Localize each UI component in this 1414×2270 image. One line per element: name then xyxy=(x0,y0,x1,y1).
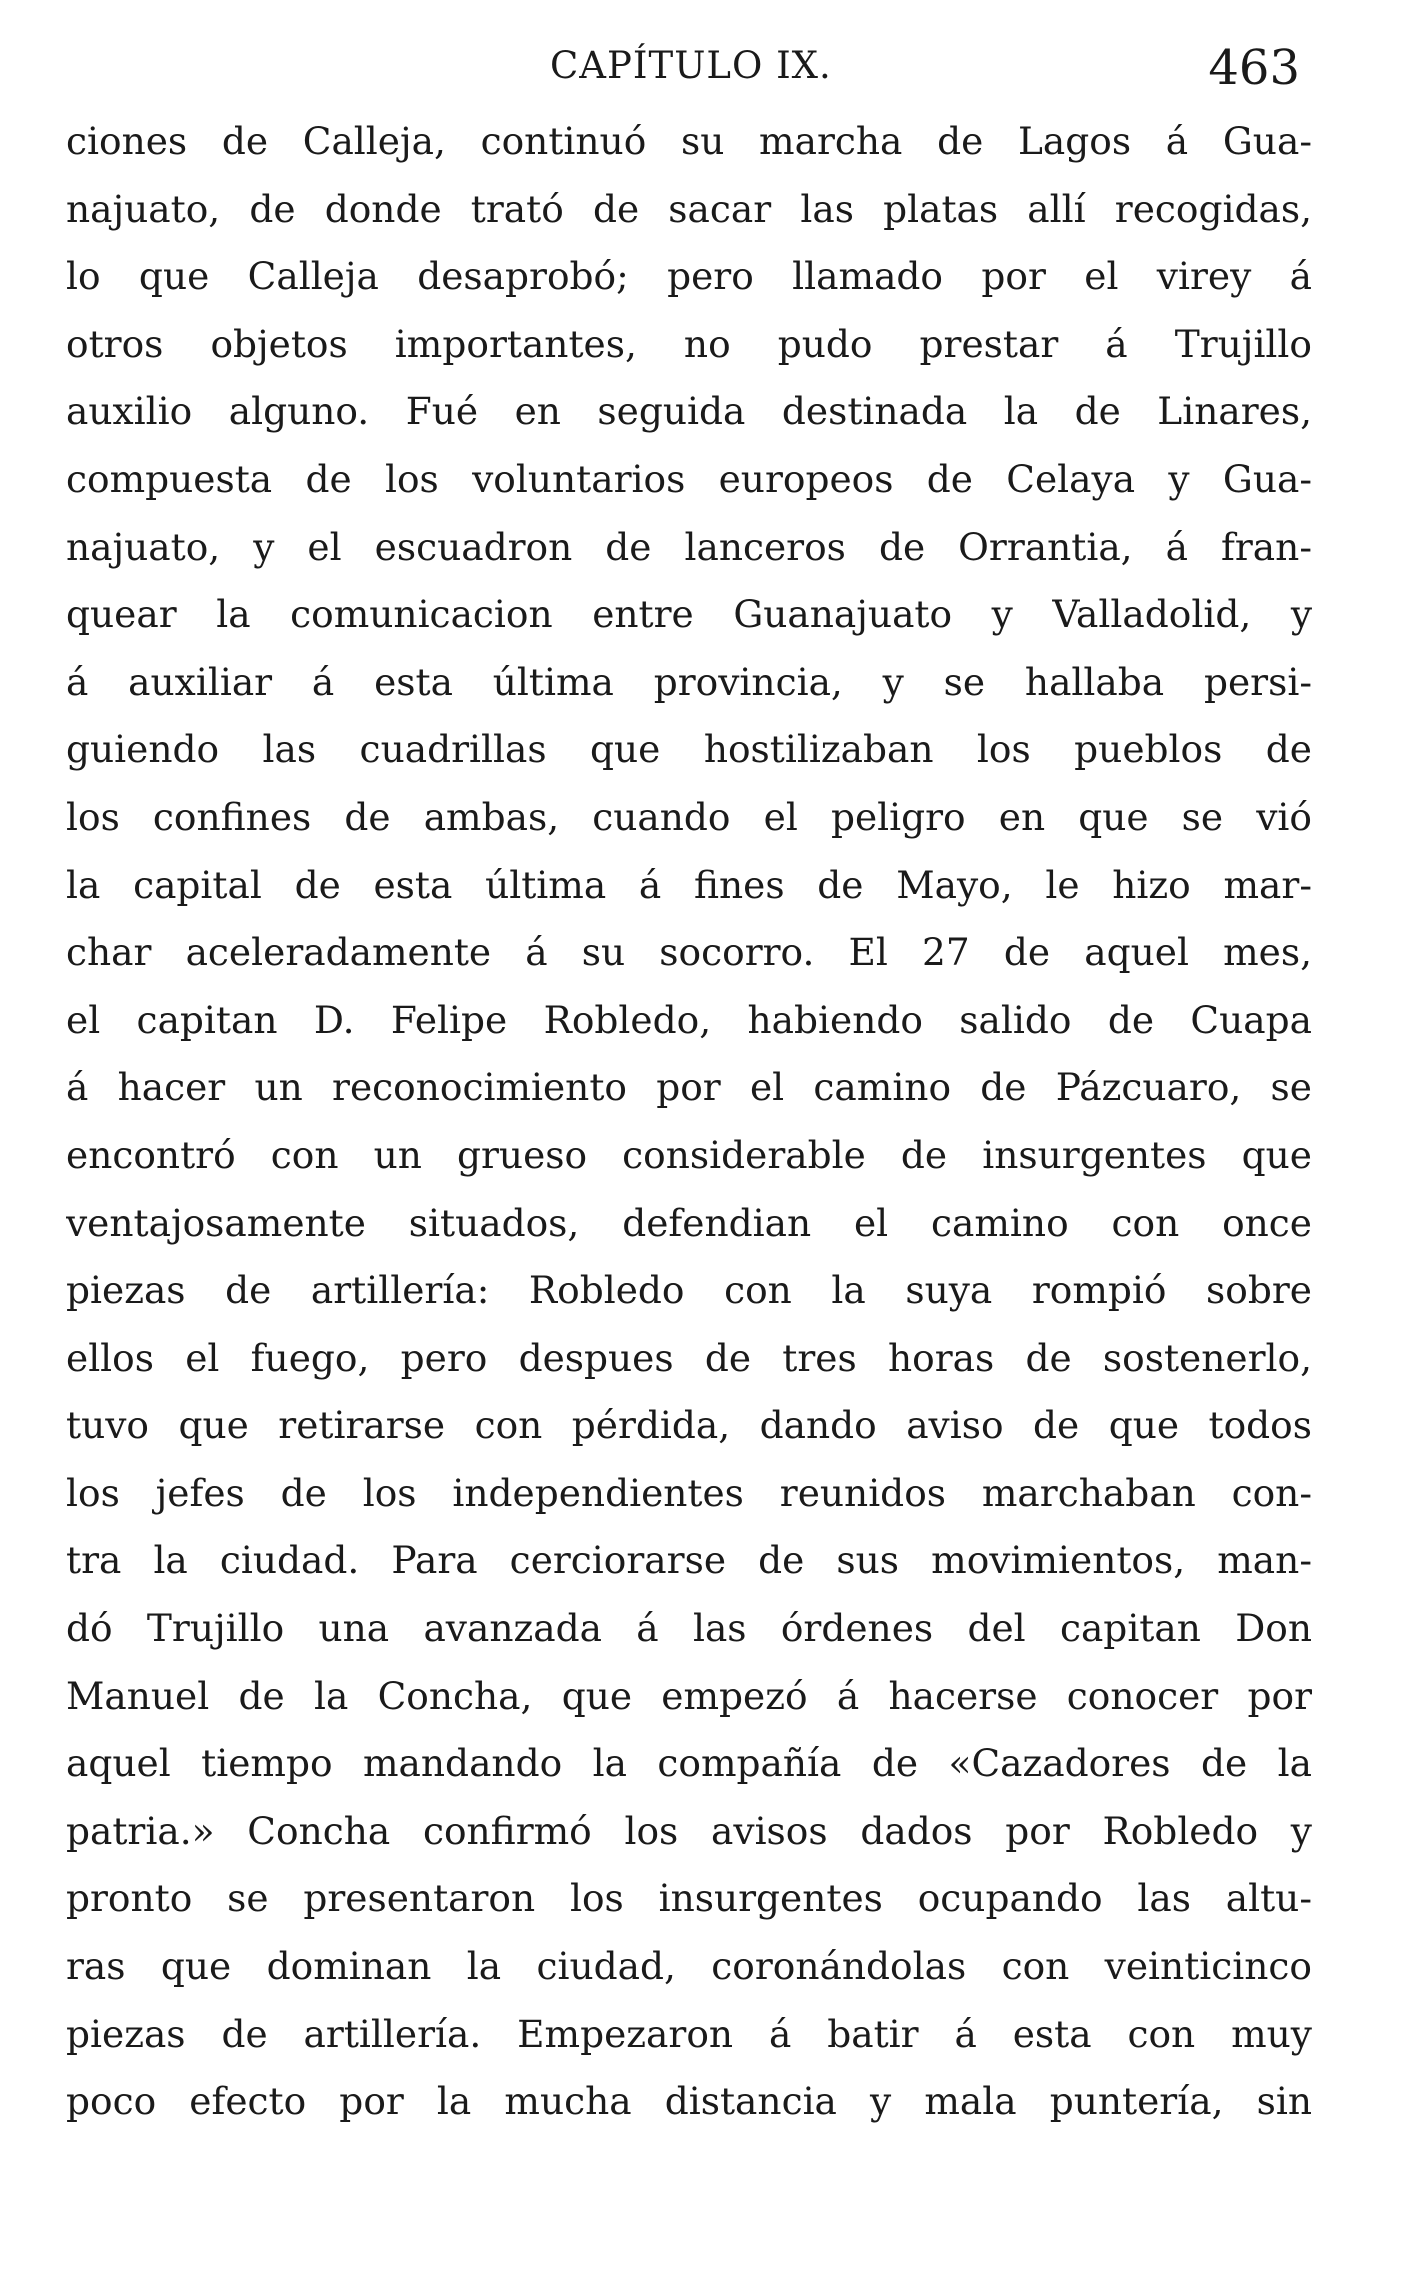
text-line: los jefes de los independientes reunidos marchaban con- xyxy=(66,1470,1312,1515)
text-line: ventajosamente situados, defendian el camino con once xyxy=(66,1200,1312,1245)
text-line: ciones de Calleja, continuó su marcha de Lagos á Gua- xyxy=(66,119,1312,163)
text-line: tuvo que retirarse con pérdida, dando aviso de que todos xyxy=(66,1403,1312,1448)
text-line: patria.» Concha confirmó los avisos dados por Robledo y xyxy=(66,1808,1312,1853)
text-line: encontró con un grueso considerable de insurgentes que xyxy=(66,1132,1312,1177)
text-line: pronto se presentaron los insurgentes ocupando las altu- xyxy=(66,1876,1312,1921)
running-head xyxy=(60,40,1300,104)
text-line: los confines de ambas, cuando el peligro en que se vió xyxy=(66,794,1312,839)
text-line: á auxiliar á esta última provincia, y se hallaba persi- xyxy=(66,659,1312,704)
text-line: auxilio alguno. Fué en seguida destinada la de Linares, xyxy=(66,389,1312,434)
text-line: piezas de artillería: Robledo con la suya rompió sobre xyxy=(66,1268,1312,1313)
text-line: ellos el fuego, pero despues de tres horas de sostenerlo, xyxy=(66,1335,1312,1380)
text-line: á hacer un reconocimiento por el camino de Pázcuaro, se xyxy=(66,1065,1312,1110)
page-number: 463 xyxy=(1208,40,1300,96)
text-line: ras que dominan la ciudad, coronándolas con veinticinco xyxy=(66,1944,1312,1989)
text-line: guiendo las cuadrillas que hostilizaban los pueblos de xyxy=(66,727,1312,772)
text-line: char aceleradamente á su socorro. El 27 de aquel mes, xyxy=(66,930,1312,975)
body-text xyxy=(66,108,1312,2136)
text-line: aquel tiempo mandando la compañía de «Cazadores de la xyxy=(66,1741,1312,1786)
text-line: la capital de esta última á fines de Mayo, le hizo mar- xyxy=(66,862,1312,907)
text-line: dó Trujillo una avanzada á las órdenes del capitan Don xyxy=(66,1606,1312,1651)
text-line: poco efecto por la mucha distancia y mala puntería, sin xyxy=(66,2079,1312,2124)
text-line: najuato, de donde trató de sacar las platas allí recogidas, xyxy=(66,186,1312,231)
text-line: lo que Calleja desaprobó; pero llamado por el virey á xyxy=(66,254,1312,299)
chapter-title: CAPÍTULO IX. xyxy=(550,44,832,87)
text-line: Manuel de la Concha, que empezó á hacerse conocer por xyxy=(66,1673,1312,1718)
text-line: tra la ciudad. Para cerciorarse de sus movimientos, man- xyxy=(66,1538,1312,1583)
text-line: piezas de artillería. Empezaron á batir á esta con muy xyxy=(66,2011,1312,2056)
text-line: najuato, y el escuadron de lanceros de Orrantia, á fran- xyxy=(66,524,1312,569)
text-line: otros objetos importantes, no pudo prestar á Trujillo xyxy=(66,321,1312,366)
text-line: el capitan D. Felipe Robledo, habiendo salido de Cuapa xyxy=(66,997,1312,1042)
text-line: quear la comunicacion entre Guanajuato y Valladolid, y xyxy=(66,592,1312,637)
text-line: compuesta de los voluntarios europeos de Celaya y Gua- xyxy=(66,456,1312,501)
